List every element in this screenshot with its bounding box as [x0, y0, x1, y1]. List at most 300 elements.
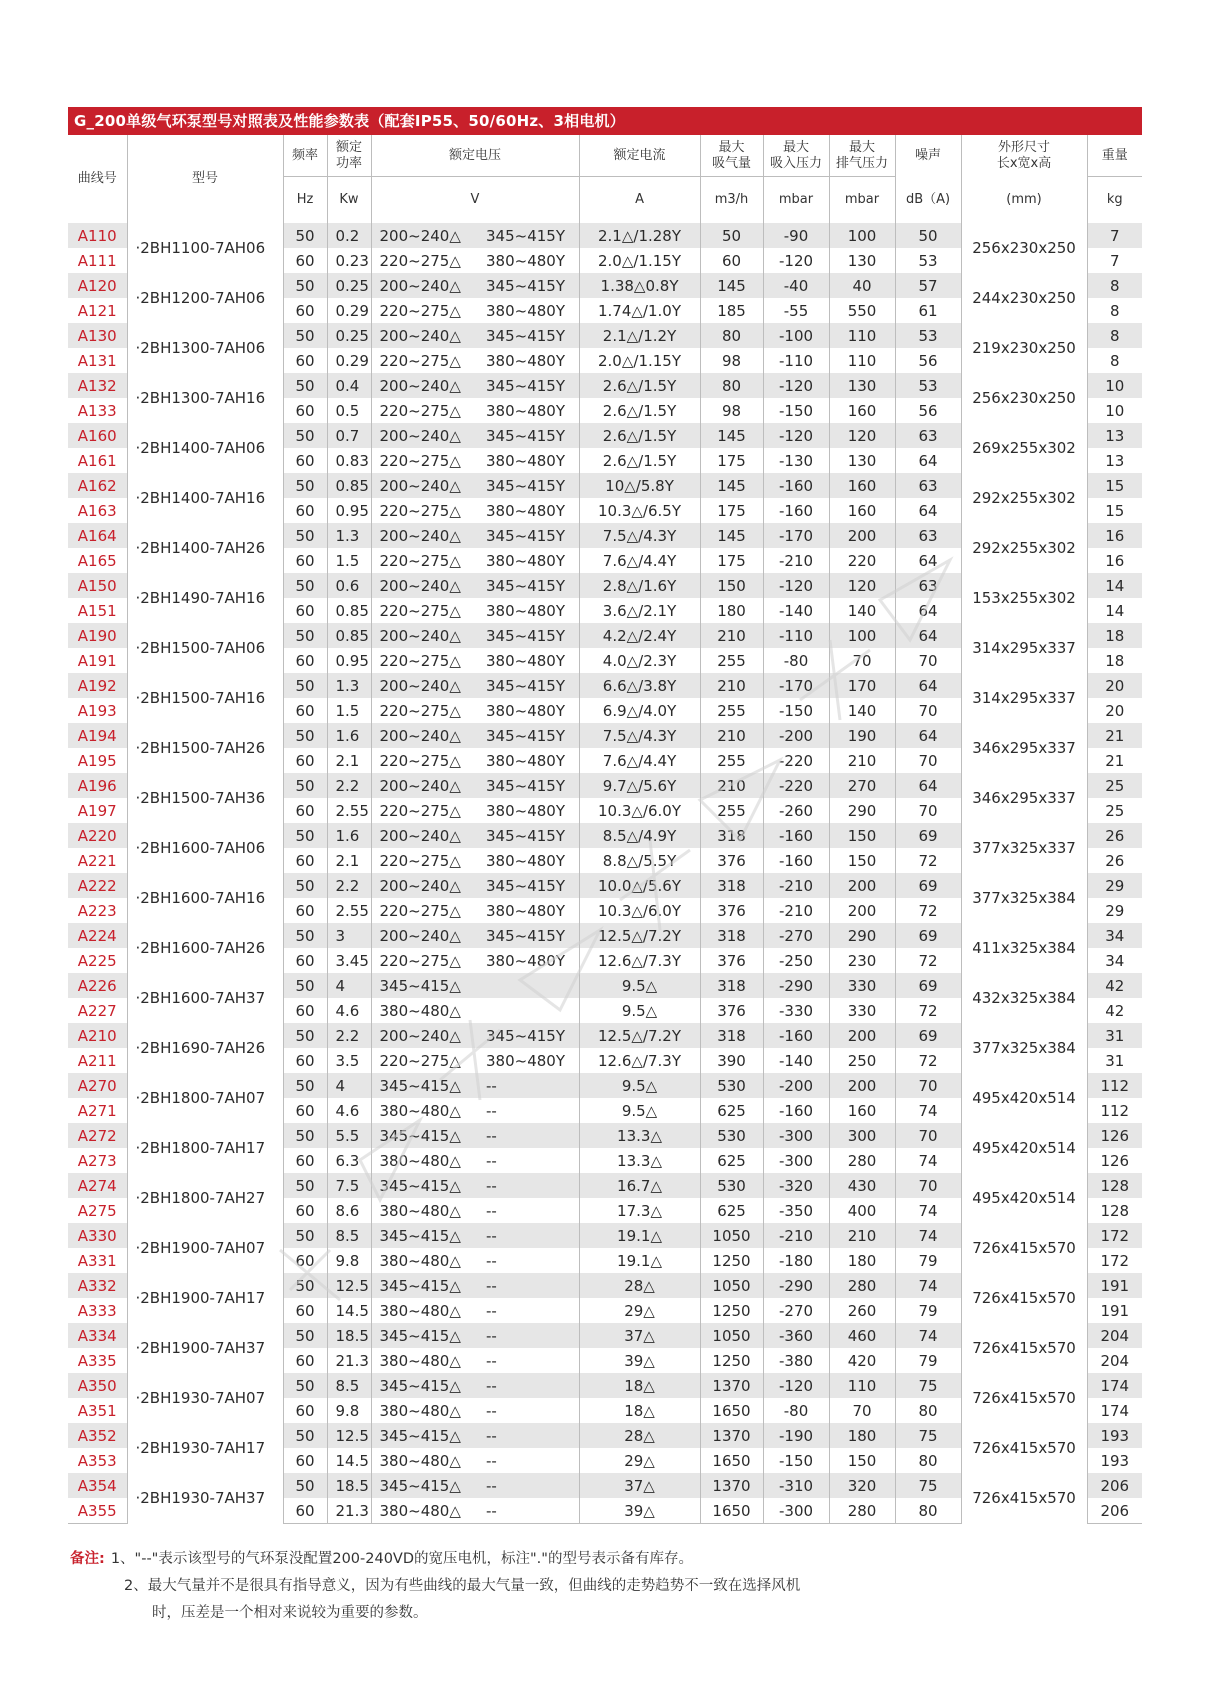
voltage-cell-1: 345~415△ — [371, 1173, 476, 1198]
voltage-cell-2: 380~480Y — [476, 298, 579, 323]
curve-id: A352 — [68, 1423, 127, 1448]
suction-cell: -180 — [763, 1248, 829, 1273]
weight-cell: 15 — [1087, 473, 1142, 498]
current-cell: 12.6△/7.3Y — [579, 1048, 700, 1073]
power-cell: 0.23 — [327, 248, 371, 273]
weight-cell: 21 — [1087, 723, 1142, 748]
table-body — [68, 223, 1142, 1524]
noise-cell: 61 — [895, 298, 961, 323]
voltage-cell-2: 345~415Y — [476, 623, 579, 648]
flow-cell: 145 — [700, 473, 763, 498]
curve-id: A121 — [68, 298, 127, 323]
suction-cell: -55 — [763, 298, 829, 323]
freq-cell: 50 — [283, 823, 327, 848]
current-cell: 9.5△ — [579, 1098, 700, 1123]
noise-cell: 80 — [895, 1448, 961, 1473]
dims-cell: 726x415x570 — [961, 1273, 1087, 1323]
suction-cell: -120 — [763, 373, 829, 398]
curve-id: A160 — [68, 423, 127, 448]
power-cell: 21.3 — [327, 1348, 371, 1373]
freq-cell: 60 — [283, 398, 327, 423]
noise-cell: 70 — [895, 1073, 961, 1098]
power-cell: 8.6 — [327, 1198, 371, 1223]
voltage-cell-1: 200~240△ — [371, 473, 476, 498]
exhaust-cell: 130 — [829, 248, 895, 273]
freq-cell: 50 — [283, 1373, 327, 1398]
weight-cell: 206 — [1087, 1473, 1142, 1498]
freq-cell: 50 — [283, 1473, 327, 1498]
exhaust-cell: 180 — [829, 1248, 895, 1273]
power-cell: 4 — [327, 1073, 371, 1098]
spec-table — [68, 135, 1142, 1524]
voltage-cell-1: 220~275△ — [379, 901, 461, 920]
weight-cell: 42 — [1087, 973, 1142, 998]
flow-cell: 175 — [700, 448, 763, 473]
voltage-cell-1: 200~240△ — [371, 223, 476, 248]
voltage-cell-1: 380~480△ — [371, 1498, 476, 1524]
noise-cell: 53 — [895, 373, 961, 398]
voltage-cell-1: 200~240△ — [371, 273, 476, 298]
header-curve: 曲线号 — [68, 135, 127, 223]
weight-cell: 15 — [1105, 501, 1125, 520]
table-row — [68, 1223, 1142, 1248]
dims-cell: 314x295x337 — [961, 673, 1087, 723]
weight-cell: 172 — [1087, 1223, 1142, 1248]
suction-cell: -150 — [763, 698, 829, 723]
voltage-cell-2: 345~415Y — [476, 1023, 579, 1048]
exhaust-cell: 200 — [829, 1023, 895, 1048]
weight-cell: 14 — [1105, 601, 1125, 620]
noise-cell: 64 — [895, 673, 961, 698]
exhaust-cell: 200 — [829, 1073, 895, 1098]
voltage-cell-1: 380~480△ — [379, 1301, 461, 1320]
weight-cell: 29 — [1105, 901, 1125, 920]
table-row — [68, 1373, 1142, 1398]
exhaust-cell: 210 — [829, 1223, 895, 1248]
unit-flow: m3/h — [700, 177, 763, 224]
flow-cell: 175 — [700, 498, 763, 523]
table-row — [68, 1423, 1142, 1448]
unit-exhaust: mbar — [829, 177, 895, 224]
weight-cell: 174 — [1100, 1401, 1130, 1420]
current-cell: 2.8△/1.6Y — [579, 573, 700, 598]
dims-cell: 256x230x250 — [961, 223, 1087, 273]
voltage-cell-1: 200~240△ — [371, 773, 476, 798]
flow-cell: 150 — [700, 573, 763, 598]
suction-cell: -160 — [763, 1023, 829, 1048]
weight-cell: 128 — [1087, 1173, 1142, 1198]
flow-cell: 145 — [700, 523, 763, 548]
power-cell: 14.5 — [327, 1298, 371, 1323]
flow-cell: 145 — [700, 273, 763, 298]
current-cell: 9.7△/5.6Y — [579, 773, 700, 798]
voltage-cell-1: 220~275△ — [379, 851, 461, 870]
voltage-cell-1: 345~415△ — [371, 973, 476, 998]
weight-cell: 13 — [1105, 451, 1125, 470]
noise-cell: 53 — [895, 248, 961, 273]
freq-cell: 60 — [283, 1448, 327, 1473]
suction-cell: -310 — [763, 1473, 829, 1498]
noise-cell: 56 — [895, 348, 961, 373]
power-cell: 5.5 — [327, 1123, 371, 1148]
freq-cell: 50 — [283, 223, 327, 248]
noise-cell: 64 — [895, 623, 961, 648]
flow-cell: 255 — [700, 698, 763, 723]
voltage-cell-1: 220~275△ — [379, 801, 461, 820]
weight-cell: 10 — [1105, 401, 1125, 420]
weight-cell: 128 — [1100, 1201, 1130, 1220]
voltage-cell-2 — [476, 973, 579, 998]
weight-cell: 29 — [1087, 873, 1142, 898]
dims-cell: 269x255x302 — [961, 423, 1087, 473]
curve-id: A223 — [68, 898, 127, 923]
freq-cell: 50 — [283, 973, 327, 998]
suction-cell: -160 — [763, 823, 829, 848]
noise-cell: 64 — [895, 448, 961, 473]
model-cell: ·2BH1600-7AH06 — [127, 823, 283, 873]
curve-id: A193 — [68, 698, 127, 723]
power-cell: 3.45 — [327, 948, 371, 973]
voltage-cell-2: 380~480Y — [476, 798, 579, 823]
table-row — [68, 923, 1142, 948]
curve-id: A130 — [68, 323, 127, 348]
voltage-cell-1: 345~415△ — [371, 1223, 476, 1248]
voltage-cell-1: 380~480△ — [379, 1351, 461, 1370]
voltage-cell-1: 200~240△ — [371, 523, 476, 548]
power-cell: 0.7 — [327, 423, 371, 448]
weight-cell: 25 — [1087, 773, 1142, 798]
voltage-cell-1: 200~240△ — [371, 373, 476, 398]
suction-cell: -200 — [763, 723, 829, 748]
voltage-cell-2: 380~480Y — [476, 498, 579, 523]
power-cell: 1.3 — [327, 523, 371, 548]
curve-id: A225 — [68, 948, 127, 973]
flow-cell: 318 — [700, 1023, 763, 1048]
current-cell: 29△ — [579, 1448, 700, 1473]
exhaust-cell: 550 — [829, 298, 895, 323]
curve-id: A272 — [68, 1123, 127, 1148]
model-cell: ·2BH1900-7AH07 — [127, 1223, 283, 1273]
note-2: 2、最大气量并不是很具有指导意义，因为有些曲线的最大气量一致，但曲线的走势趋势不一致在选择风机 — [124, 1578, 801, 1594]
noise-cell: 74 — [895, 1098, 961, 1123]
noise-cell: 63 — [895, 473, 961, 498]
power-cell: 0.5 — [327, 398, 371, 423]
curve-id: A133 — [68, 398, 127, 423]
table-row — [68, 373, 1142, 398]
noise-cell: 74 — [895, 1223, 961, 1248]
unit-freq: Hz — [283, 177, 327, 224]
flow-cell: 185 — [700, 298, 763, 323]
current-cell: 4.2△/2.4Y — [579, 623, 700, 648]
exhaust-cell: 160 — [829, 398, 895, 423]
freq-cell: 50 — [283, 1123, 327, 1148]
current-cell: 4.0△/2.3Y — [579, 648, 700, 673]
header-weight: 重量 — [1087, 135, 1142, 177]
current-cell: 6.9△/4.0Y — [579, 698, 700, 723]
header-current: 额定电流 — [579, 135, 700, 177]
current-cell: 19.1△ — [579, 1223, 700, 1248]
curve-id: A132 — [68, 373, 127, 398]
exhaust-cell: 140 — [829, 598, 895, 623]
freq-cell: 50 — [283, 623, 327, 648]
weight-cell: 8 — [1109, 351, 1120, 370]
power-cell: 0.4 — [327, 373, 371, 398]
suction-cell: -100 — [763, 323, 829, 348]
curve-id: A351 — [68, 1398, 127, 1423]
flow-cell: 255 — [700, 798, 763, 823]
suction-cell: -160 — [763, 1098, 829, 1123]
voltage-cell-2: -- — [476, 1173, 579, 1198]
weight-cell: 174 — [1087, 1373, 1142, 1398]
power-cell: 0.25 — [327, 323, 371, 348]
current-cell: 13.3△ — [579, 1123, 700, 1148]
voltage-cell-1: 220~275△ — [379, 551, 461, 570]
model-cell: ·2BH1800-7AH27 — [127, 1173, 283, 1223]
voltage-cell-2: 345~415Y — [476, 473, 579, 498]
exhaust-cell: 290 — [829, 798, 895, 823]
suction-cell: -110 — [763, 623, 829, 648]
voltage-cell-2: -- — [476, 1348, 579, 1373]
curve-id: A274 — [68, 1173, 127, 1198]
noise-cell: 63 — [895, 423, 961, 448]
flow-cell: 1650 — [700, 1498, 763, 1524]
flow-cell: 80 — [700, 323, 763, 348]
table-row — [68, 423, 1142, 448]
table-row — [68, 723, 1142, 748]
voltage-cell-2: -- — [476, 1073, 579, 1098]
current-cell: 39△ — [579, 1498, 700, 1524]
flow-cell: 318 — [700, 823, 763, 848]
power-cell: 3.5 — [327, 1048, 371, 1073]
curve-id: A163 — [68, 498, 127, 523]
exhaust-cell: 460 — [829, 1323, 895, 1348]
freq-cell: 50 — [283, 273, 327, 298]
flow-cell: 255 — [700, 648, 763, 673]
power-cell: 0.25 — [327, 273, 371, 298]
suction-cell: -360 — [763, 1323, 829, 1348]
suction-cell: -220 — [763, 748, 829, 773]
suction-cell: -80 — [763, 648, 829, 673]
noise-cell: 79 — [895, 1348, 961, 1373]
dims-cell: 726x415x570 — [961, 1223, 1087, 1273]
suction-cell: -300 — [763, 1498, 829, 1524]
freq-cell: 60 — [283, 898, 327, 923]
voltage-cell-2: -- — [476, 1223, 579, 1248]
flow-cell: 1370 — [700, 1473, 763, 1498]
exhaust-cell: 40 — [829, 273, 895, 298]
dims-cell: 726x415x570 — [961, 1473, 1087, 1524]
header-model: 型号 — [127, 135, 283, 223]
model-cell: ·2BH1500-7AH06 — [127, 623, 283, 673]
curve-id: A131 — [68, 348, 127, 373]
freq-cell: 50 — [283, 1423, 327, 1448]
table-row — [68, 773, 1142, 798]
model-cell: ·2BH1400-7AH16 — [127, 473, 283, 523]
flow-cell: 98 — [700, 348, 763, 373]
curve-id: A330 — [68, 1223, 127, 1248]
freq-cell: 60 — [283, 448, 327, 473]
voltage-cell-2: -- — [476, 1473, 579, 1498]
weight-cell: 34 — [1105, 951, 1125, 970]
suction-cell: -220 — [763, 773, 829, 798]
unit-weight: kg — [1087, 177, 1142, 224]
table-row — [68, 573, 1142, 598]
power-cell: 0.85 — [327, 598, 371, 623]
exhaust-cell: 120 — [829, 423, 895, 448]
voltage-cell-1: 200~240△ — [371, 423, 476, 448]
suction-cell: -170 — [763, 523, 829, 548]
table-row — [68, 823, 1142, 848]
exhaust-cell: 290 — [829, 923, 895, 948]
suction-cell: -210 — [763, 873, 829, 898]
freq-cell: 60 — [283, 1298, 327, 1323]
power-cell: 4.6 — [327, 998, 371, 1023]
power-cell: 4.6 — [327, 1098, 371, 1123]
voltage-cell-1: 380~480△ — [379, 1201, 461, 1220]
noise-cell: 70 — [895, 748, 961, 773]
suction-cell: -290 — [763, 973, 829, 998]
suction-cell: -200 — [763, 1073, 829, 1098]
exhaust-cell: 280 — [829, 1148, 895, 1173]
flow-cell: 1370 — [700, 1373, 763, 1398]
weight-cell: 20 — [1105, 701, 1125, 720]
current-cell: 13.3△ — [579, 1148, 700, 1173]
current-cell: 9.5△ — [579, 1073, 700, 1098]
curve-id: A354 — [68, 1473, 127, 1498]
header-power: 额定 功率 — [327, 135, 371, 177]
flow-cell: 255 — [700, 748, 763, 773]
current-cell: 7.5△/4.3Y — [579, 523, 700, 548]
voltage-cell-2: -- — [476, 1423, 579, 1448]
power-cell: 2.1 — [327, 748, 371, 773]
noise-cell: 50 — [895, 223, 961, 248]
dims-cell: 219x230x250 — [961, 323, 1087, 373]
exhaust-cell: 220 — [829, 548, 895, 573]
curve-id: A270 — [68, 1073, 127, 1098]
voltage-cell-2: 380~480Y — [476, 648, 579, 673]
current-cell: 12.5△/7.2Y — [579, 923, 700, 948]
voltage-cell-2: 380~480Y — [476, 898, 579, 923]
curve-id: A275 — [68, 1198, 127, 1223]
curve-id: A220 — [68, 823, 127, 848]
current-cell: 10.3△/6.5Y — [579, 498, 700, 523]
noise-cell: 53 — [895, 323, 961, 348]
current-cell: 28△ — [579, 1273, 700, 1298]
freq-cell: 60 — [283, 698, 327, 723]
exhaust-cell: 280 — [829, 1273, 895, 1298]
curve-id: A195 — [68, 748, 127, 773]
current-cell: 2.6△/1.5Y — [579, 448, 700, 473]
suction-cell: -130 — [763, 448, 829, 473]
freq-cell: 50 — [283, 673, 327, 698]
table-row — [68, 323, 1142, 348]
freq-cell: 50 — [283, 923, 327, 948]
curve-id: A221 — [68, 848, 127, 873]
voltage-cell-1: 220~275△ — [379, 301, 461, 320]
table-row — [68, 1323, 1142, 1348]
table-row — [68, 1473, 1142, 1498]
freq-cell: 60 — [283, 348, 327, 373]
power-cell: 12.5 — [327, 1423, 371, 1448]
current-cell: 16.7△ — [579, 1173, 700, 1198]
model-cell: ·2BH1300-7AH06 — [127, 323, 283, 373]
current-cell: 2.6△/1.5Y — [579, 373, 700, 398]
freq-cell: 60 — [283, 848, 327, 873]
exhaust-cell: 100 — [829, 223, 895, 248]
noise-cell: 75 — [895, 1373, 961, 1398]
model-cell: ·2BH1800-7AH07 — [127, 1073, 283, 1123]
voltage-cell-2: 380~480Y — [476, 1048, 579, 1073]
table-title: G_200单级气环泵型号对照表及性能参数表（配套IP55、50/60Hz、3相电机） — [68, 107, 1142, 135]
voltage-cell-1: 345~415△ — [371, 1123, 476, 1148]
header-noise: 噪声 — [895, 135, 961, 177]
noise-cell: 72 — [895, 948, 961, 973]
suction-cell: -120 — [763, 423, 829, 448]
flow-cell: 376 — [700, 998, 763, 1023]
suction-cell: -210 — [763, 1223, 829, 1248]
dims-cell: 432x325x384 — [961, 973, 1087, 1023]
voltage-cell-2: 345~415Y — [476, 823, 579, 848]
suction-cell: -330 — [763, 998, 829, 1023]
noise-cell: 80 — [895, 1498, 961, 1524]
current-cell: 8.8△/5.5Y — [579, 848, 700, 873]
voltage-cell-1: 380~480△ — [379, 1001, 461, 1020]
weight-cell: 204 — [1100, 1351, 1130, 1370]
note-3: 时，压差是一个相对来说较为重要的参数。 — [152, 1605, 428, 1621]
unit-dims: (mm) — [961, 177, 1087, 224]
exhaust-cell: 180 — [829, 1423, 895, 1448]
exhaust-cell: 130 — [829, 448, 895, 473]
voltage-cell-1: 380~480△ — [379, 1251, 461, 1270]
freq-cell: 60 — [283, 748, 327, 773]
noise-cell: 64 — [895, 548, 961, 573]
voltage-cell-1: 200~240△ — [371, 723, 476, 748]
noise-cell: 56 — [895, 398, 961, 423]
suction-cell: -170 — [763, 673, 829, 698]
exhaust-cell: 190 — [829, 723, 895, 748]
exhaust-cell: 250 — [829, 1048, 895, 1073]
flow-cell: 390 — [700, 1048, 763, 1073]
noise-cell: 69 — [895, 1023, 961, 1048]
power-cell: 2.2 — [327, 873, 371, 898]
exhaust-cell: 400 — [829, 1198, 895, 1223]
voltage-cell-2: -- — [476, 1198, 579, 1223]
flow-cell: 60 — [700, 248, 763, 273]
flow-cell: 530 — [700, 1123, 763, 1148]
header-dims: 外形尺寸 长x宽x高 — [961, 135, 1087, 177]
curve-id: A222 — [68, 873, 127, 898]
freq-cell: 50 — [283, 1223, 327, 1248]
header-exhaust: 最大 排气压力 — [829, 135, 895, 177]
exhaust-cell: 120 — [829, 573, 895, 598]
curve-id: A165 — [68, 548, 127, 573]
power-cell: 2.1 — [327, 848, 371, 873]
power-cell: 0.95 — [327, 648, 371, 673]
curve-id: A150 — [68, 573, 127, 598]
noise-cell: 70 — [895, 648, 961, 673]
voltage-cell-1: 200~240△ — [371, 823, 476, 848]
dims-cell: 726x415x570 — [961, 1323, 1087, 1373]
power-cell: 4 — [327, 973, 371, 998]
weight-cell: 7 — [1087, 223, 1142, 248]
current-cell: 2.1△/1.28Y — [579, 223, 700, 248]
current-cell: 10.3△/6.0Y — [579, 798, 700, 823]
weight-cell: 204 — [1087, 1323, 1142, 1348]
model-cell: ·2BH1800-7AH17 — [127, 1123, 283, 1173]
flow-cell: 530 — [700, 1173, 763, 1198]
dims-cell: 153x255x302 — [961, 573, 1087, 623]
model-cell: ·2BH1500-7AH36 — [127, 773, 283, 823]
